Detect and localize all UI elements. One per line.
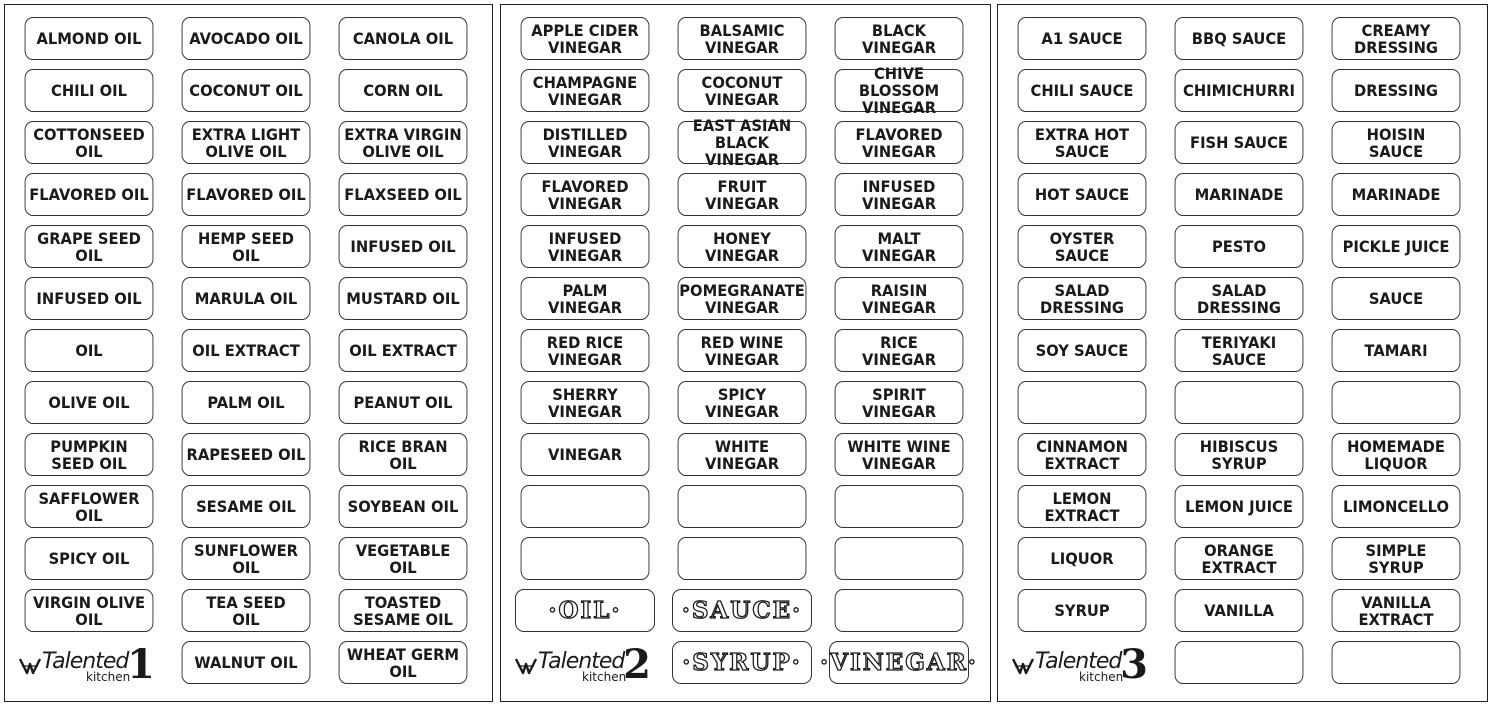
label-flavored-oil: FLAVORED OIL	[25, 173, 154, 216]
label-extra-light-olive-oil: EXTRA LIGHT OLIVE OIL	[182, 121, 311, 164]
label-creamy-dressing: CREAMY DRESSING	[1332, 17, 1461, 60]
label-flavored-vinegar: FLAVORED VINEGAR	[521, 173, 650, 216]
label-dressing: DRESSING	[1332, 69, 1461, 112]
label-sheet-3	[997, 4, 1488, 702]
label-vanilla: VANILLA	[1175, 589, 1304, 632]
label-chili-sauce: CHILI SAUCE	[1018, 69, 1147, 112]
label-sheet-1	[4, 4, 493, 702]
label-red-wine-vinegar: RED WINE VINEGAR	[678, 329, 807, 372]
label-east-asian-black-vinegar: EAST ASIAN BLACK VINEGAR	[678, 121, 807, 164]
whisk-logo-icon	[515, 657, 537, 675]
label-liquor: LIQUOR	[1018, 537, 1147, 580]
label-distilled-vinegar: DISTILLED VINEGAR	[521, 121, 650, 164]
label-red-rice-vinegar: RED RICE VINEGAR	[521, 329, 650, 372]
label-rice-bran-oil: RICE BRAN OIL	[339, 433, 468, 476]
brand-subtitle: kitchen	[86, 670, 131, 684]
label-chive-blossom-vinegar: CHIVE BLOSSOM VINEGAR	[835, 69, 964, 112]
label-vinegar: VINEGAR	[521, 433, 650, 476]
label-limoncello: LIMONCELLO	[1332, 485, 1461, 528]
brand-logo-area	[19, 641, 159, 688]
blank-label	[1175, 641, 1304, 684]
label-spicy-oil: SPICY OIL	[25, 537, 154, 580]
label-marinade: MARINADE	[1332, 173, 1461, 216]
label-flavored-oil: FLAVORED OIL	[182, 173, 311, 216]
label-palm-vinegar: PALM VINEGAR	[521, 277, 650, 320]
label-pickle-juice: PICKLE JUICE	[1332, 225, 1461, 268]
brand-subtitle: kitchen	[582, 670, 627, 684]
blank-label	[678, 485, 807, 528]
label-fish-sauce: FISH SAUCE	[1175, 121, 1304, 164]
label-rice-vinegar: RICE VINEGAR	[835, 329, 964, 372]
label-toasted-sesame-oil: TOASTED SESAME OIL	[339, 589, 468, 632]
label-rapeseed-oil: RAPESEED OIL	[182, 433, 311, 476]
label-lemon-extract: LEMON EXTRACT	[1018, 485, 1147, 528]
label-oil-extract: OIL EXTRACT	[339, 329, 468, 372]
talented-kitchen-logo	[19, 651, 130, 683]
label-hot-sauce: HOT SAUCE	[1018, 173, 1147, 216]
label-grape-seed-oil: GRAPE SEED OIL	[25, 225, 154, 268]
label-oil-extract: OIL EXTRACT	[182, 329, 311, 372]
label-oil: OIL	[25, 329, 154, 372]
label-champagne-vinegar: CHAMPAGNE VINEGAR	[521, 69, 650, 112]
label-hibiscus-syrup: HIBISCUS SYRUP	[1175, 433, 1304, 476]
label-honey-vinegar: HONEY VINEGAR	[678, 225, 807, 268]
label-hemp-seed-oil: HEMP SEED OIL	[182, 225, 311, 268]
brand-name: Talented	[538, 649, 625, 674]
whisk-logo-icon	[19, 657, 41, 675]
label-infused-vinegar: INFUSED VINEGAR	[835, 173, 964, 216]
label-spicy-vinegar: SPICY VINEGAR	[678, 381, 807, 424]
blank-label	[1018, 381, 1147, 424]
label-pesto: PESTO	[1175, 225, 1304, 268]
sheet-number: 2	[623, 641, 651, 688]
label-coconut-oil: COCONUT OIL	[182, 69, 311, 112]
blank-label	[521, 485, 650, 528]
blank-label	[1332, 381, 1461, 424]
blank-label	[835, 537, 964, 580]
sheet-number: 1	[127, 641, 155, 688]
label-marinade: MARINADE	[1175, 173, 1304, 216]
label-palm-oil: PALM OIL	[182, 381, 311, 424]
label-flavored-vinegar: FLAVORED VINEGAR	[835, 121, 964, 164]
label-syrup: SYRUP	[1018, 589, 1147, 632]
label-extra-hot-sauce: EXTRA HOT SAUCE	[1018, 121, 1147, 164]
label-spirit-vinegar: SPIRIT VINEGAR	[835, 381, 964, 424]
talented-kitchen-logo	[1012, 651, 1123, 683]
label-coconut-vinegar: COCONUT VINEGAR	[678, 69, 807, 112]
label-mustard-oil: MUSTARD OIL	[339, 277, 468, 320]
label-tamari: TAMARI	[1332, 329, 1461, 372]
label-pomegranate-vinegar: POMEGRANATE VINEGAR	[678, 277, 807, 320]
label-tea-seed-oil: TEA SEED OIL	[182, 589, 311, 632]
brand-logo-area	[515, 641, 655, 688]
label-a1-sauce: A1 SAUCE	[1018, 17, 1147, 60]
label-almond-oil: ALMOND OIL	[25, 17, 154, 60]
label-pumpkin-seed-oil: PUMPKIN SEED OIL	[25, 433, 154, 476]
label-black-vinegar: BLACK VINEGAR	[835, 17, 964, 60]
label-canola-oil: CANOLA OIL	[339, 17, 468, 60]
label-safflower-oil: SAFFLOWER OIL	[25, 485, 154, 528]
label-simple-syrup: SIMPLE SYRUP	[1332, 537, 1461, 580]
label-grid	[515, 17, 978, 688]
label-chili-oil: CHILI OIL	[25, 69, 154, 112]
label-grid	[1012, 17, 1466, 688]
label-vinegar: ·VINEGAR·	[829, 641, 969, 684]
label-flaxseed-oil: FLAXSEED OIL	[339, 173, 468, 216]
label-vegetable-oil: VEGETABLE OIL	[339, 537, 468, 580]
label-sesame-oil: SESAME OIL	[182, 485, 311, 528]
label-fruit-vinegar: FRUIT VINEGAR	[678, 173, 807, 216]
blank-label	[835, 589, 964, 632]
label-homemade-liquor: HOMEMADE LIQUOR	[1332, 433, 1461, 476]
talented-kitchen-logo	[515, 651, 626, 683]
blank-label	[1332, 641, 1461, 684]
label-peanut-oil: PEANUT OIL	[339, 381, 468, 424]
blank-label	[835, 485, 964, 528]
label-marula-oil: MARULA OIL	[182, 277, 311, 320]
label-grid	[19, 17, 473, 688]
label-oyster-sauce: OYSTER SAUCE	[1018, 225, 1147, 268]
label-infused-oil: INFUSED OIL	[339, 225, 468, 268]
label-white-wine-vinegar: WHITE WINE VINEGAR	[835, 433, 964, 476]
blank-label	[678, 537, 807, 580]
blank-label	[1175, 381, 1304, 424]
label-soybean-oil: SOYBEAN OIL	[339, 485, 468, 528]
label-chimichurri: CHIMICHURRI	[1175, 69, 1304, 112]
label-olive-oil: OLIVE OIL	[25, 381, 154, 424]
label-malt-vinegar: MALT VINEGAR	[835, 225, 964, 268]
label-infused-oil: INFUSED OIL	[25, 277, 154, 320]
brand-name: Talented	[42, 649, 129, 674]
label-teriyaki-sauce: TERIYAKI SAUCE	[1175, 329, 1304, 372]
label-sheet-2	[500, 4, 991, 702]
label-raisin-vinegar: RAISIN VINEGAR	[835, 277, 964, 320]
sheet-number: 3	[1120, 641, 1148, 688]
label-sherry-vinegar: SHERRY VINEGAR	[521, 381, 650, 424]
label-avocado-oil: AVOCADO OIL	[182, 17, 311, 60]
brand-logo-area	[1012, 641, 1152, 688]
label-wheat-germ-oil: WHEAT GERM OIL	[339, 641, 468, 684]
label-cottonseed-oil: COTTONSEED OIL	[25, 121, 154, 164]
label-virgin-olive-oil: VIRGIN OLIVE OIL	[25, 589, 154, 632]
label-sauce: SAUCE	[1332, 277, 1461, 320]
label-salad-dressing: SALAD DRESSING	[1018, 277, 1147, 320]
label-apple-cider-vinegar: APPLE CIDER VINEGAR	[521, 17, 650, 60]
label-oil: ·OIL·	[515, 589, 655, 632]
label-vanilla-extract: VANILLA EXTRACT	[1332, 589, 1461, 632]
label-orange-extract: ORANGE EXTRACT	[1175, 537, 1304, 580]
label-walnut-oil: WALNUT OIL	[182, 641, 311, 684]
label-corn-oil: CORN OIL	[339, 69, 468, 112]
label-cinnamon-extract: CINNAMON EXTRACT	[1018, 433, 1147, 476]
label-infused-vinegar: INFUSED VINEGAR	[521, 225, 650, 268]
label-hoisin-sauce: HOISIN SAUCE	[1332, 121, 1461, 164]
brand-name: Talented	[1035, 649, 1122, 674]
label-salad-dressing: SALAD DRESSING	[1175, 277, 1304, 320]
label-bbq-sauce: BBQ SAUCE	[1175, 17, 1304, 60]
label-sauce: ·SAUCE·	[672, 589, 812, 632]
label-soy-sauce: SOY SAUCE	[1018, 329, 1147, 372]
label-sunflower-oil: SUNFLOWER OIL	[182, 537, 311, 580]
label-white-vinegar: WHITE VINEGAR	[678, 433, 807, 476]
blank-label	[521, 537, 650, 580]
brand-subtitle: kitchen	[1079, 670, 1124, 684]
label-lemon-juice: LEMON JUICE	[1175, 485, 1304, 528]
whisk-logo-icon	[1012, 657, 1034, 675]
label-syrup: ·SYRUP·	[672, 641, 812, 684]
label-extra-virgin-olive-oil: EXTRA VIRGIN OLIVE OIL	[339, 121, 468, 164]
label-balsamic-vinegar: BALSAMIC VINEGAR	[678, 17, 807, 60]
